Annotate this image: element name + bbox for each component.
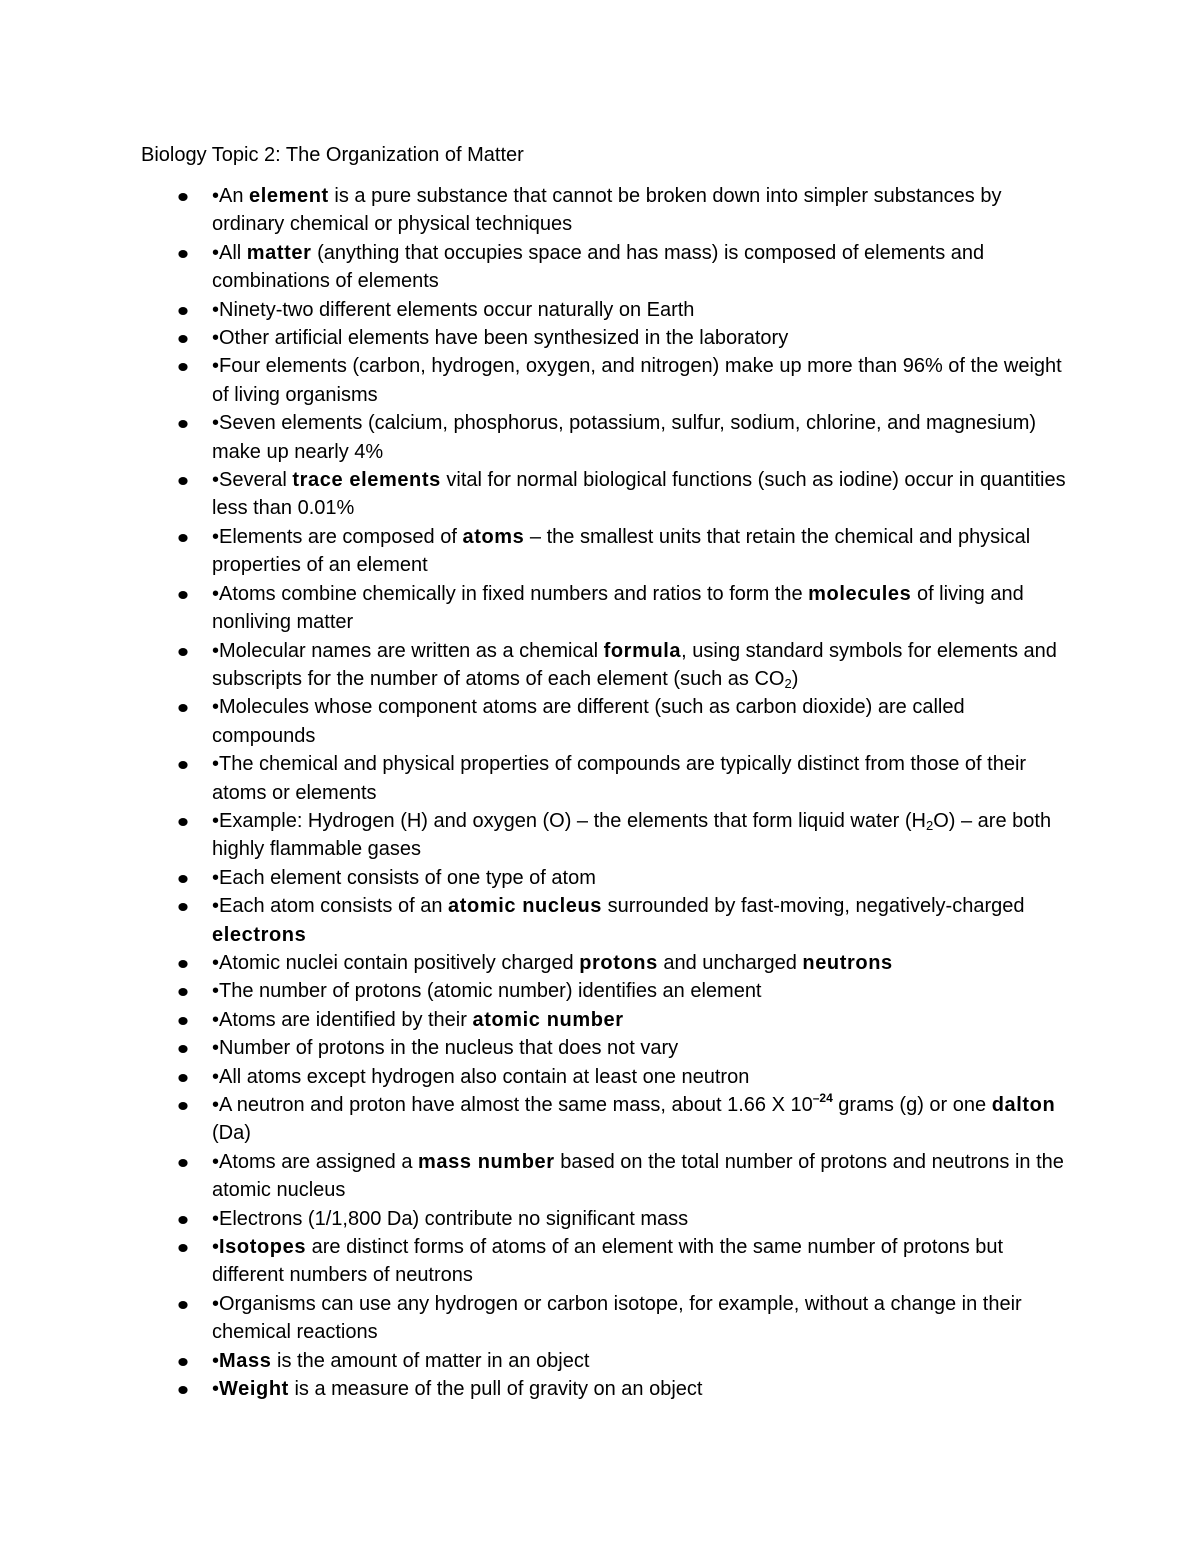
list-item-text [212, 753, 1026, 803]
list-item-text [212, 1208, 688, 1230]
list-item-text [212, 299, 694, 321]
key-term: Isotopes [219, 1236, 307, 1259]
bullet-dot-icon [178, 420, 187, 428]
text-segment: •Each element consists of one type of atom [212, 866, 596, 889]
bullet-dot-icon [178, 818, 187, 826]
list-item-text [212, 327, 788, 349]
bullet-dot-icon [178, 761, 187, 769]
key-term: atomic nucleus [448, 895, 603, 918]
key-term: atomic number [472, 1008, 624, 1031]
list-item [0, 324, 1200, 352]
list-item-text [212, 1378, 702, 1400]
text-segment: is a pure substance that cannot be broken down into simpler substances by ordinary chemical or physical techniques [212, 185, 1002, 236]
bullet-dot-icon [178, 903, 187, 911]
list-item [0, 807, 1200, 864]
text-segment: •Atoms are identified by their [212, 1008, 473, 1031]
text-segment: • [212, 1236, 220, 1259]
bullet-dot-icon [178, 1216, 187, 1224]
text-segment: – the smallest units that retain the chemical and physical properties of an element [212, 525, 1031, 577]
list-item-text [212, 583, 1024, 633]
text-segment: •Atomic nuclei contain positively charged [212, 951, 580, 974]
text-segment: , using standard symbols for elements and subscripts for the number of atoms of each element (such as CO [212, 639, 1057, 690]
text-segment: •Number of protons in the nucleus that does not vary [212, 1037, 679, 1060]
superscript: –24 [812, 1091, 833, 1105]
list-item-text [212, 242, 984, 292]
list-item [0, 523, 1200, 580]
bullet-dot-icon [178, 960, 187, 968]
bullet-dot-icon [178, 988, 187, 996]
subscript: 2 [925, 817, 934, 833]
text-segment: vital for normal biological functions (such as iodine) occur in quantities less than 0.01% [212, 469, 1066, 520]
text-segment: are distinct forms of atoms of an element with the same number of protons but different numbers of neutrons [212, 1236, 1004, 1287]
list-item [0, 1205, 1200, 1233]
list-item-text [212, 1066, 749, 1088]
bullet-dot-icon [178, 250, 187, 258]
key-term: mass number [418, 1150, 555, 1173]
bullet-list [0, 182, 1200, 1403]
bullet-dot-icon [178, 1244, 187, 1252]
page-title: Biology Topic 2: The Organization of Matter [141, 144, 524, 166]
list-item-text [212, 526, 1030, 576]
list-item-text [212, 1350, 589, 1372]
key-term: molecules [808, 582, 912, 605]
text-segment: (anything that occupies space and has mass) is composed of elements and combinations of elements [212, 241, 985, 293]
text-segment: •Atoms are assigned a [212, 1150, 418, 1173]
list-item-text [212, 1091, 1056, 1145]
list-item-text [212, 696, 965, 746]
text-segment: •All atoms except hydrogen also contain at least one neutron [212, 1065, 750, 1088]
list-item-text [212, 980, 762, 1002]
key-term: Weight [219, 1378, 289, 1401]
text-segment: •Elements are composed of [212, 525, 463, 548]
text-segment: (Da) [212, 1122, 251, 1145]
text-segment: is the amount of matter in an object [271, 1349, 590, 1372]
text-segment: •Each atom consists of an [212, 895, 449, 918]
text-segment: •A neutron and proton have almost the same mass, about 1.66 X 10 [212, 1094, 813, 1116]
list-item-text [212, 1151, 1064, 1201]
list-item [0, 182, 1200, 239]
list-item [0, 409, 1200, 466]
bullet-dot-icon [178, 591, 187, 599]
list-item [0, 1233, 1200, 1290]
list-item [0, 750, 1200, 807]
list-item [0, 1063, 1200, 1091]
text-segment: of living and nonliving matter [212, 582, 1024, 634]
list-item [0, 352, 1200, 409]
list-item [0, 864, 1200, 892]
text-segment: grams (g) or one [832, 1094, 992, 1116]
list-item [0, 977, 1200, 1005]
bullet-dot-icon [178, 534, 187, 542]
text-segment: •An [212, 185, 250, 207]
list-item [0, 1290, 1200, 1347]
text-segment: surrounded by fast-moving, negatively-charged [602, 895, 1025, 918]
text-segment: •Ninety-two different elements occur naturally on Earth [212, 298, 695, 321]
list-item-text [212, 1009, 624, 1031]
list-item-text [212, 867, 596, 889]
bullet-dot-icon [178, 648, 187, 656]
bullet-dot-icon [178, 1017, 187, 1025]
text-segment: •The chemical and physical properties of compounds are typically distinct from those of their atoms or elements [212, 753, 1027, 804]
list-item [0, 1148, 1200, 1205]
key-term: neutrons [802, 951, 893, 974]
bullet-dot-icon [178, 477, 187, 485]
list-item-text [212, 412, 1036, 462]
bullet-dot-icon [178, 704, 187, 712]
list-item [0, 1375, 1200, 1403]
key-term: trace elements [292, 469, 441, 492]
list-item-text [212, 1236, 1003, 1286]
text-segment: •All [212, 241, 247, 264]
text-segment: O) – are both highly flammable gases [212, 809, 1052, 861]
bullet-dot-icon [178, 1102, 187, 1110]
text-segment: •Several [212, 469, 293, 492]
text-segment: • [212, 1378, 220, 1401]
text-segment: •Atoms combine chemically in fixed numbers and ratios to form the [212, 582, 809, 605]
bullet-dot-icon [178, 1358, 187, 1366]
list-item-text [212, 952, 893, 974]
text-segment: •Four elements (carbon, hydrogen, oxygen, and nitrogen) make up more than 96% of the weight of living organisms [212, 355, 1062, 406]
bullet-dot-icon [178, 363, 187, 371]
bullet-dot-icon [178, 193, 187, 201]
bullet-dot-icon [178, 1045, 187, 1053]
list-item [0, 1347, 1200, 1375]
list-item [0, 1034, 1200, 1062]
bullet-dot-icon [178, 307, 187, 315]
list-item [0, 296, 1200, 324]
key-term: Mass [219, 1349, 272, 1372]
list-item [0, 892, 1200, 949]
text-segment: • [212, 1349, 220, 1372]
text-segment: •Example: Hydrogen (H) and oxygen (O) – the elements that form liquid water (H [212, 809, 926, 832]
key-term: electrons [212, 923, 307, 946]
list-item-text [212, 1293, 1022, 1343]
list-item-text [212, 355, 1062, 405]
list-item [0, 466, 1200, 523]
bullet-dot-icon [178, 335, 187, 343]
list-item-text [212, 895, 1024, 945]
key-term: matter [246, 241, 312, 264]
list-item [0, 949, 1200, 977]
text-segment: •The number of protons (atomic number) identifies an element [212, 980, 762, 1003]
list-item [0, 693, 1200, 750]
bullet-dot-icon [178, 1301, 187, 1309]
list-item-text [212, 185, 1001, 235]
list-item-text [212, 469, 1066, 519]
list-item [0, 637, 1200, 694]
bullet-dot-icon [178, 1386, 187, 1394]
bullet-dot-icon [178, 1159, 187, 1167]
text-segment: •Other artificial elements have been synthesized in the laboratory [212, 327, 789, 350]
text-segment: is a measure of the pull of gravity on an object [288, 1378, 703, 1401]
list-item-text [212, 640, 1057, 690]
subscript: 2 [784, 675, 792, 691]
list-item [0, 1091, 1200, 1148]
bullet-dot-icon [178, 1074, 187, 1082]
list-item-text [212, 810, 1051, 860]
text-segment: based on the total number of protons and neutrons in the atomic nucleus [212, 1150, 1064, 1202]
key-term: formula [603, 639, 682, 662]
list-item-text [212, 1037, 678, 1059]
key-term: dalton [991, 1094, 1056, 1116]
text-segment: •Electrons (1/1,800 Da) contribute no significant mass [212, 1207, 689, 1230]
key-term: protons [579, 951, 658, 974]
key-term: element [249, 185, 329, 207]
list-item [0, 580, 1200, 637]
text-segment: and uncharged [657, 951, 803, 974]
list-item [0, 239, 1200, 296]
text-segment: •Seven elements (calcium, phosphorus, potassium, sulfur, sodium, chlorine, and magnesium) make up nearly 4% [212, 412, 1037, 463]
bullet-dot-icon [178, 875, 187, 883]
text-segment: ) [791, 667, 799, 690]
text-segment: •Molecules whose component atoms are different (such as carbon dioxide) are called compounds [212, 696, 965, 747]
text-segment: •Organisms can use any hydrogen or carbon isotope, for example, without a change in their chemical reactions [212, 1292, 1022, 1344]
text-segment: •Molecular names are written as a chemical [212, 639, 604, 662]
list-item [0, 1006, 1200, 1034]
key-term: atoms [462, 525, 525, 548]
